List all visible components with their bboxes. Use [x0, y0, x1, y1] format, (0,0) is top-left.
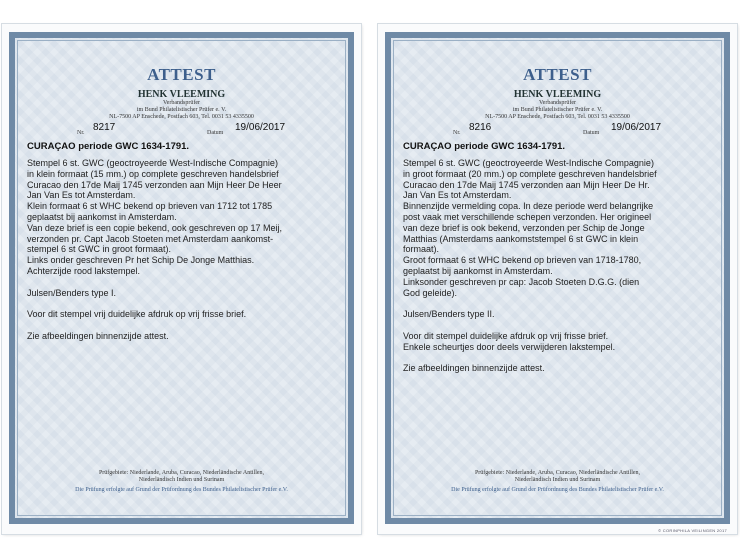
certificate-heading: CURAÇAO periode GWC 1634-1791. — [27, 141, 190, 152]
copyright-credit: © CORINPHILA VEILINGEN 2017 — [658, 528, 727, 533]
body-line: geplaatst bij aankomst in Amsterdam. — [27, 211, 177, 222]
certificate-border — [9, 32, 354, 524]
examiner-role: Verbandsprüfer — [163, 100, 200, 106]
body-line: verzonden pr. Capt Jacob Stoeten met Amsterdam aankomst- — [27, 233, 274, 244]
certificate-footer — [403, 470, 712, 494]
certificate-footer — [27, 470, 336, 494]
body-line: van deze brief is ook bekend, verzonden per Schip de Jonge — [403, 222, 645, 233]
nr-label: Nr. — [453, 130, 461, 136]
body-line: stempel 6 st GWC in groot formaat). — [27, 244, 172, 255]
body-line: in groot formaat (20 mm.) op complete geschreven handelsbrief — [403, 168, 657, 179]
footer-areas-2: Niederländisch Indien und Surinam — [514, 477, 601, 483]
examiner-address: NL-7500 AP Enschede, Postfach 603, Tel. 0031 53 4335500 — [109, 114, 254, 120]
number-date-row — [27, 122, 336, 136]
body-line: Jan Van Es tot Amsterdam. — [403, 190, 512, 201]
certificate-content — [403, 66, 712, 498]
certificate-heading: CURAÇAO periode GWC 1634-1791. — [403, 141, 566, 152]
body-line: Groot formaat 6 st WHC bekend op brieven van 1718-1780, — [403, 255, 642, 266]
body-line: Van deze brief is een copie bekend, ook geschreven op 17 Meij, — [27, 222, 282, 233]
certificate-body — [403, 158, 712, 374]
body-line: geplaatst bij aankomst in Amsterdam. — [403, 265, 553, 276]
footer-areas: Prüfgebiete: Niederlande, Aruba, Curacao, Niederländische Antillen, — [98, 470, 265, 476]
certificate-body — [27, 158, 336, 342]
certificate-date: 19/06/2017 — [235, 122, 286, 133]
examiner-name: HENK VLEEMING — [137, 89, 226, 100]
datum-label: Datum — [583, 130, 600, 136]
datum-label: Datum — [207, 130, 224, 136]
nr-label: Nr. — [77, 130, 85, 136]
body-line: Matthias (Amsterdams aankomststempel 6 st GWC in klein — [403, 233, 639, 244]
certificate-left — [2, 24, 361, 534]
body-line: post vaak met verschillende schepen verzonden. Her origineel — [403, 211, 652, 222]
certificate-border — [385, 32, 730, 524]
body-line: Binnenzijde vermelding copa. In deze periode werd belangrijke — [403, 201, 654, 212]
footer-areas: Prüfgebiete: Niederlande, Aruba, Curacao, Niederländische Antillen, — [474, 470, 641, 476]
body-line: Stempel 6 st. GWC (geoctroyeerde West-Indische Compagnie) — [27, 158, 278, 168]
body-line: Links onder geschreven Pr het Schip De Jonge Matthias. — [27, 255, 255, 266]
body-line: Zie afbeeldingen binnenzijde attest. — [27, 330, 169, 341]
certificate-number: 8216 — [469, 122, 492, 133]
certificate-date: 19/06/2017 — [611, 122, 662, 133]
body-line: Enkele scheurtjes door deels verwijderen lakstempel. — [403, 341, 616, 352]
body-line: Achterzijde rood lakstempel. — [27, 265, 141, 276]
body-line: Curacao den 17de Maij 1745 verzonden aan Mijn Heer De Heer — [27, 179, 282, 190]
examiner-role: Verbandsprüfer — [539, 100, 576, 106]
attest-title: ATTEST — [523, 65, 592, 84]
body-line: Curacao den 17de Maij 1745 verzonden aan Mijn Heer De Hr. — [403, 179, 650, 190]
examiner-org: im Bund Philatelistischer Prüfer e. V. — [512, 107, 603, 113]
number-date-row — [403, 122, 712, 136]
body-line: Julsen/Benders type I. — [27, 287, 117, 298]
body-line: Voor dit stempel vrij duidelijke afdruk op vrij frisse brief. — [27, 309, 247, 320]
body-line: Julsen/Benders type II. — [403, 309, 495, 320]
certificate-right — [378, 24, 737, 534]
body-line: formaat). — [403, 244, 440, 255]
body-line: in klein formaat (15 mm.) op complete geschreven handelsbrief — [27, 168, 279, 179]
footer-regulation: Die Prüfung erfolgte auf Grund der Prüfordnung des Bundes Philatelistischer Prüfer e.V. — [75, 487, 288, 493]
body-line: Klein formaat 6 st WHC bekend op brieven van 1712 tot 1785 — [27, 201, 273, 212]
body-line: God geleide). — [403, 287, 458, 298]
body-line: Zie afbeeldingen binnenzijde attest. — [403, 363, 545, 374]
footer-regulation: Die Prüfung erfolgte auf Grund der Prüfordnung des Bundes Philatelistischer Prüfer e.V. — [451, 487, 664, 493]
body-line: Linksonder geschreven pr cap: Jacob Stoeten D.G.G. (dien — [403, 276, 640, 287]
attest-title: ATTEST — [147, 65, 216, 84]
body-line: Stempel 6 st. GWC (geoctroyeerde West-Indische Compagnie) — [403, 158, 654, 168]
examiner-org: im Bund Philatelistischer Prüfer e. V. — [136, 107, 227, 113]
certificate-number: 8217 — [93, 122, 116, 133]
body-line: Jan Van Es tot Amsterdam. — [27, 190, 136, 201]
footer-areas-2: Niederländisch Indien und Surinam — [138, 477, 225, 483]
certificate-content — [27, 66, 336, 498]
body-line: Voor dit stempel duidelijke afdruk op vrij frisse brief. — [403, 330, 609, 341]
examiner-address: NL-7500 AP Enschede, Postfach 603, Tel. 0031 53 4335500 — [485, 114, 630, 120]
examiner-name: HENK VLEEMING — [513, 89, 602, 100]
